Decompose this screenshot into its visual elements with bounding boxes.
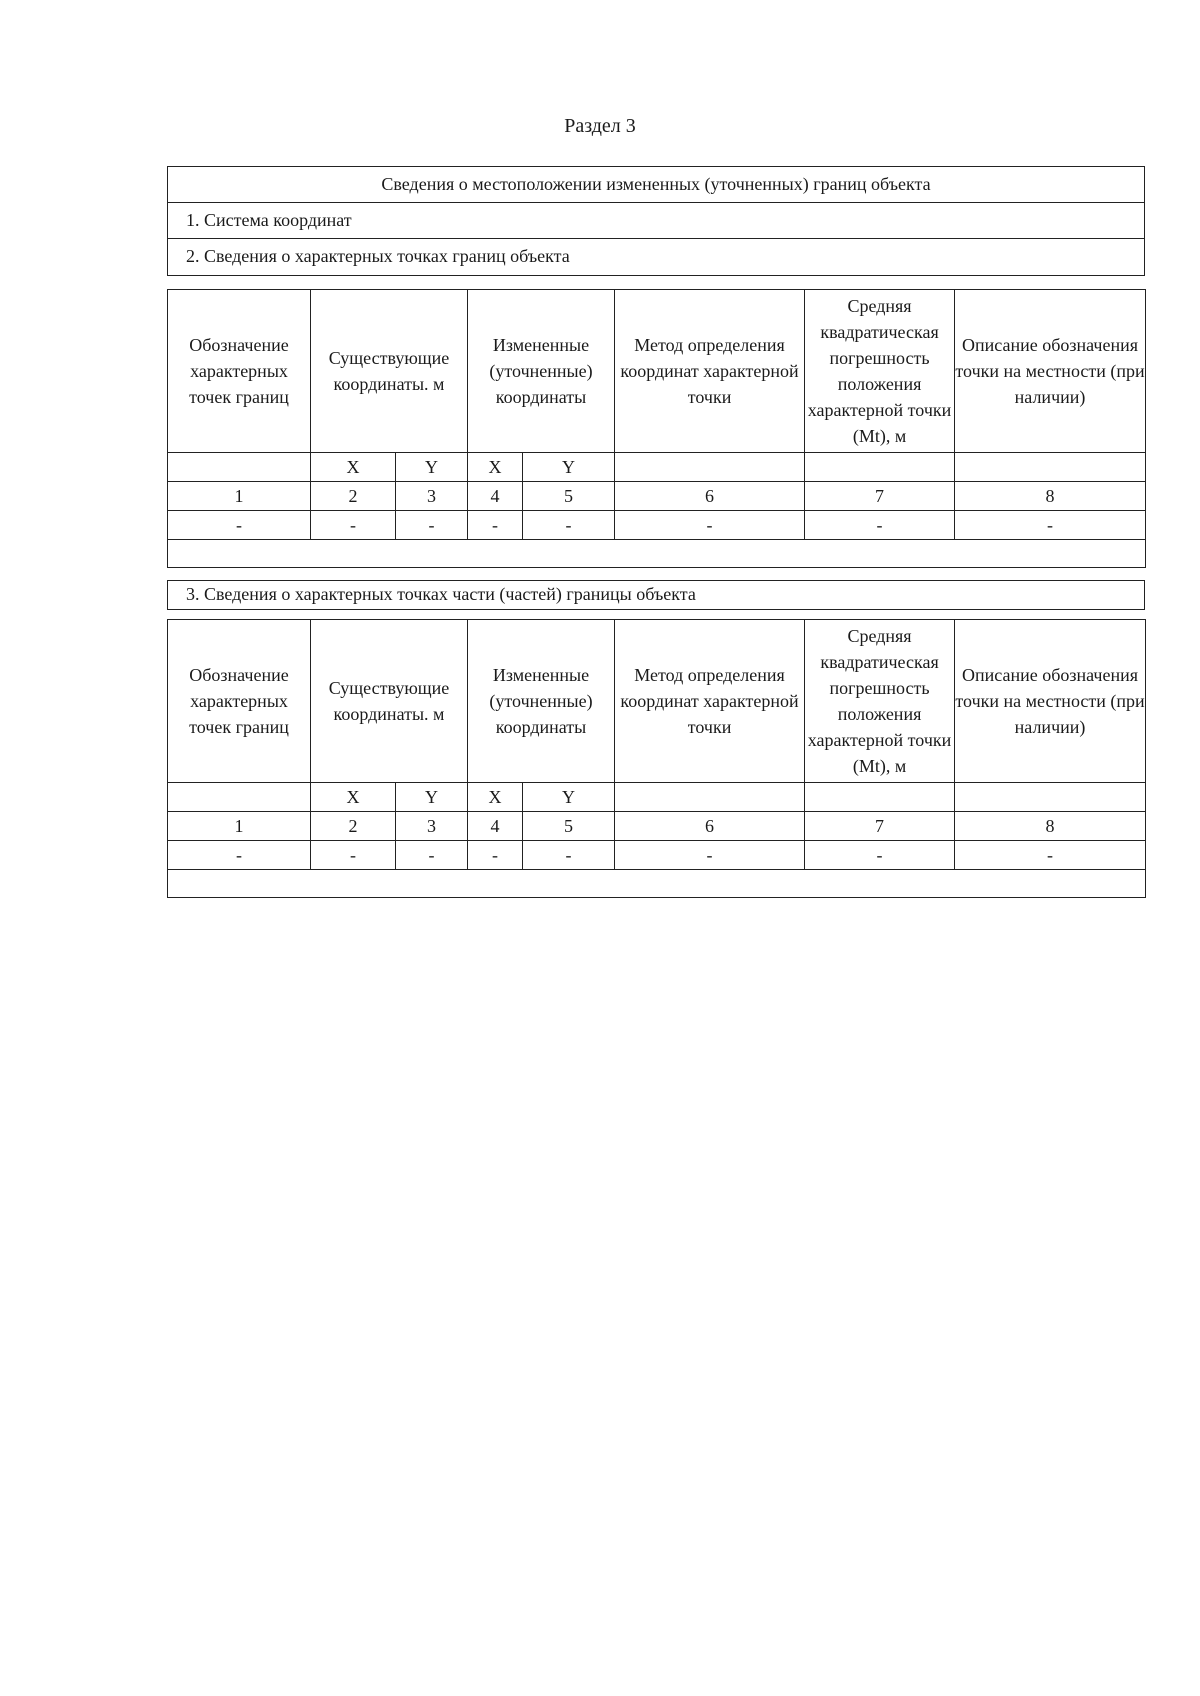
- column-numbers-row: [168, 812, 1146, 841]
- column-number: 4: [468, 482, 523, 511]
- column-number: 6: [615, 812, 805, 841]
- boundary-points-item: 2. Сведения о характерных точках границ объекта: [186, 246, 570, 266]
- table-cell: -: [396, 841, 468, 870]
- column-number: 8: [955, 482, 1146, 511]
- empty-row: [168, 870, 1146, 898]
- column-number: 7: [805, 482, 955, 511]
- column-number: 8: [955, 812, 1146, 841]
- header-changed-coords: Измененные (уточненные) координаты: [468, 620, 615, 783]
- part-boundary-points-item: 3. Сведения о характерных точках части (частей) границы объекта: [167, 580, 1145, 610]
- header-existing-coords: Существующие координаты. м: [311, 290, 468, 453]
- table-cell: -: [523, 511, 615, 540]
- table-cell: -: [805, 511, 955, 540]
- header-designation: Обозначение характерных точек границ: [168, 620, 311, 783]
- table-cell: -: [805, 841, 955, 870]
- coordinate-system-item: 1. Система координат: [168, 203, 1144, 239]
- header-x: X: [311, 783, 396, 812]
- header-x: X: [311, 453, 396, 482]
- header-method: Метод определения координат характерной точки: [615, 290, 805, 453]
- column-number: 1: [168, 482, 311, 511]
- header-designation: Обозначение характерных точек границ: [168, 290, 311, 453]
- header-y: Y: [396, 453, 468, 482]
- boundary-points-table: [167, 289, 1146, 568]
- column-number: 1: [168, 812, 311, 841]
- column-number: 3: [396, 812, 468, 841]
- header-y: Y: [523, 783, 615, 812]
- table-cell: -: [955, 511, 1146, 540]
- header-y: Y: [523, 453, 615, 482]
- info-box: [167, 166, 1145, 276]
- header-error: Средняя квадратическая погрешность положения характерной точки (Mt), м: [805, 290, 955, 453]
- table-cell: -: [523, 841, 615, 870]
- table-cell: -: [955, 841, 1146, 870]
- table-row: [168, 841, 1146, 870]
- column-number: 3: [396, 482, 468, 511]
- header-changed-coords: Измененные (уточненные) координаты: [468, 290, 615, 453]
- table-cell: -: [468, 511, 523, 540]
- header-existing-coords: Существующие координаты. м: [311, 620, 468, 783]
- table-cell: -: [468, 841, 523, 870]
- empty-row: [168, 540, 1146, 568]
- column-number: 5: [523, 812, 615, 841]
- header-description: Описание обозначения точки на местности (при наличии): [955, 620, 1146, 783]
- section-title: Раздел 3: [564, 115, 636, 137]
- table-cell: -: [615, 841, 805, 870]
- column-number: 7: [805, 812, 955, 841]
- column-number: 4: [468, 812, 523, 841]
- info-heading: Сведения о местоположении измененных (уточненных) границ объекта: [168, 167, 1144, 203]
- table-cell: -: [311, 511, 396, 540]
- table-cell: -: [168, 841, 311, 870]
- header-x: X: [468, 453, 523, 482]
- table-cell: -: [168, 511, 311, 540]
- table-cell: -: [311, 841, 396, 870]
- part-boundary-points-table: [167, 619, 1146, 898]
- header-x: X: [468, 783, 523, 812]
- table-cell: -: [396, 511, 468, 540]
- column-number: 6: [615, 482, 805, 511]
- table-cell: -: [615, 511, 805, 540]
- table-row: [168, 511, 1146, 540]
- table-header-row: [168, 620, 1146, 783]
- table-subheader-row: [168, 453, 1146, 482]
- column-number: 2: [311, 812, 396, 841]
- table-subheader-row: [168, 783, 1146, 812]
- header-description: Описание обозначения точки на местности (при наличии): [955, 290, 1146, 453]
- column-number: 5: [523, 482, 615, 511]
- column-number: 2: [311, 482, 396, 511]
- header-y: Y: [396, 783, 468, 812]
- header-error: Средняя квадратическая погрешность положения характерной точки (Mt), м: [805, 620, 955, 783]
- column-numbers-row: [168, 482, 1146, 511]
- table-header-row: [168, 290, 1146, 453]
- header-method: Метод определения координат характерной точки: [615, 620, 805, 783]
